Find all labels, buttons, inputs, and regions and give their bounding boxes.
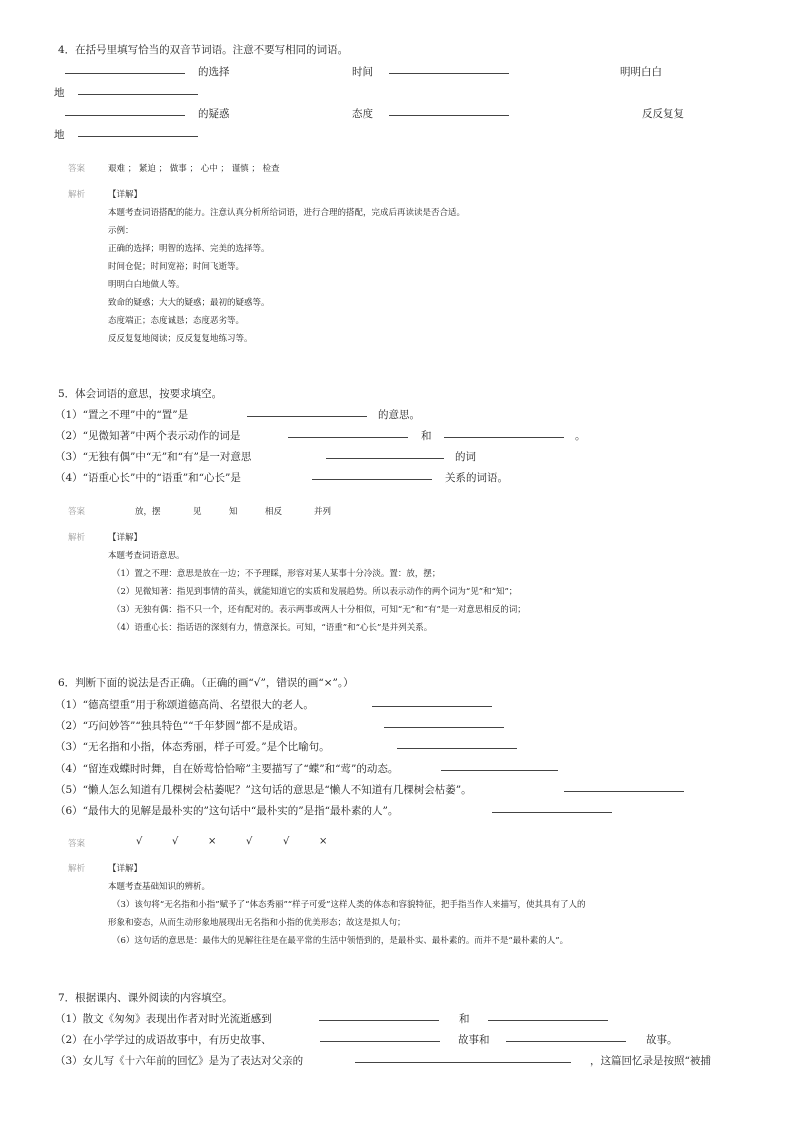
q4-blank-3[interactable] [78,94,198,95]
q6-answer: × [319,836,328,847]
analysis-line: 正确的选择；明智的选择、完美的选择等。 [108,244,270,254]
analysis-line: 本题考查词语意思。 [108,551,185,561]
q5-l2b: 和 [421,430,432,442]
q5-l4b: 关系的词语。 [445,472,508,484]
q6-answer: √ [246,836,253,847]
q7-blank-4[interactable] [506,1041,626,1042]
q6-item: （5）“懒人怎么知道有几棵树会枯萎呢？”这句话的意思是“懒人不知道有几棵树会枯萎”。 [55,783,472,796]
analysis-line: 明明白白地做人等。 [108,280,185,290]
q6-blank[interactable] [384,727,504,728]
q7-title: 7．根据课内、课外阅读的内容填空。 [58,992,233,1004]
q6-answer: √ [283,836,290,847]
analysis-line: （3）该句将“无名指和小指”赋予了“体态秀丽”“样子可爱”这样人类的体态和容貌特征，把手指当作人来描写，使其具有了人的 [112,900,586,910]
q4-answer-label: 答案 [68,164,86,174]
q6-blank[interactable] [564,791,684,792]
q4-r4: 地 [54,129,65,141]
q6-title: 6．判断下面的说法是否正确。（正确的画“√”，错误的画“×”。） [58,677,354,689]
q7-l2b: 故事和 [458,1034,490,1046]
q7-blank-3[interactable] [320,1041,440,1042]
analysis-line: （6）这句话的意思是：最伟大的见解往往是在最平常的生活中领悟到的，是最朴实、最朴素的。而并不是“最朴素的人”。 [112,936,569,946]
q5-l1a: （1）“置之不理”中的“置”是 [55,409,189,421]
q6-answer: √ [136,836,143,847]
q6-item: （4）“留连戏蝶时时舞，自在娇莺恰恰啼”主要描写了“蝶”和“莺”的动态。 [55,762,399,775]
q5-analysis-label: 解析 [68,533,86,543]
q4-blank-1[interactable] [65,73,185,74]
q4-r3c: 反反复复 [642,108,684,120]
q5-l1b: 的意思。 [378,409,420,421]
q4-r3b: 态度 [352,108,373,120]
q4-r2: 地 [54,87,65,99]
q4-blank-2[interactable] [389,73,509,74]
q6-analysis-label: 解析 [68,864,86,874]
q4-blank-4[interactable] [65,115,185,116]
q6-blank[interactable] [397,748,517,749]
q5-l2a: （2）“见微知著”中两个表示动作的词是 [55,430,241,442]
q7-l2c: 故事。 [646,1034,678,1046]
analysis-line: 示例： [108,226,134,236]
q7-blank-1[interactable] [319,1020,439,1021]
q6-blank[interactable] [492,812,612,813]
q6-item: （6）“最伟大的见解是最朴实的”这句话中“最朴实的”是指“最朴素的人”。 [55,805,399,817]
analysis-line: 形象和姿态，从而生动形象地展现出无名指和小指的优美形态；故这是拟人句； [108,918,406,928]
q4-r1b: 时间 [352,66,373,78]
analysis-line: （2）见微知著：指见到事情的苗头，就能知道它的实质和发展趋势。所以表示动作的两个词为“见”和“知”； [112,587,518,597]
q5-blank-4[interactable] [326,458,444,459]
q5-blank-1[interactable] [247,416,367,417]
q5-blank-5[interactable] [312,479,432,480]
q4-r3a: 的疑惑 [198,108,230,120]
q6-answer-label: 答案 [68,839,86,849]
q7-blank-2[interactable] [488,1020,608,1021]
analysis-line: （3）无独有偶：指不只一个，还有配对的。表示两事或两人十分相似，可知“无”和“有”是一对意思相反的词； [112,605,526,615]
q5-title: 5．体会词语的意思，按要求填空。 [58,388,223,400]
q6-blank[interactable] [372,706,492,707]
q6-item: （3）“无名指和小指，体态秀丽，样子可爱。”是个比喻句。 [55,741,330,754]
q7-l3a: （3）女儿写《十六年前的回忆》是为了表达对父亲的 [55,1055,304,1067]
analysis-line: 【详解】 [108,533,143,543]
q5-answer-2: 见 [193,507,202,517]
q7-l1a: （1）散文《匆匆》表现出作者对时光流逝感到 [55,1013,272,1025]
q4-analysis-label: 解析 [68,190,86,200]
q5-answer-4: 相反 [265,507,283,517]
q5-l2c: 。 [575,430,586,442]
analysis-line: （4）语重心长：指话语的深刻有力，情意深长。可知，“语重”和“心长”是并列关系。 [112,623,433,633]
q4-title: 4．在括号里填写恰当的双音节词语。注意不要写相同的词语。 [58,44,349,56]
q4-blank-5[interactable] [389,115,509,116]
q6-answer: √ [172,836,179,847]
q5-l3b: 的词 [455,451,476,463]
analysis-line: 【详解】 [108,190,143,200]
q5-blank-3[interactable] [444,437,564,438]
q7-blank-5[interactable] [355,1062,571,1063]
analysis-line: 时间仓促；时间宽裕；时间飞逝等。 [108,262,245,272]
q7-l1b: 和 [459,1013,470,1025]
q6-item: （1）“德高望重”用于称颂道德高尚、名望很大的老人。 [55,699,314,711]
q5-l3a: （3）“无独有偶”中“无”和“有”是一对意思 [55,451,252,463]
q7-l2a: （2）在小学学过的成语故事中，有历史故事、 [55,1034,272,1046]
q6-answer: × [208,836,217,847]
q7-l3b: ，这篇回忆录是按照“被捕 [590,1055,711,1067]
q5-answer-3: 知 [229,507,238,517]
analysis-line: 反反复复地阅读；反反复复地练习等。 [108,334,253,344]
analysis-line: 致命的疑惑；大大的疑惑；最初的疑惑等。 [108,298,270,308]
q4-r1a: 的选择 [198,66,230,78]
analysis-line: 本题考查基础知识的辨析。 [108,882,211,892]
q5-blank-2[interactable] [288,437,408,438]
q4-r1c: 明明白白 [620,66,662,78]
analysis-line: （1）置之不理：意思是放在一边；不予理睬，形容对某人某事十分冷淡。置：放，摆； [112,569,441,579]
analysis-line: 本题考查词语搭配的能力。注意认真分析所给词语，进行合理的搭配，完成后再读读是否合适。 [108,208,466,218]
q5-answer-1: 放，摆 [135,507,161,517]
q6-item: （2）“巧问妙答”“独具特色”“千年梦圆”都不是成语。 [55,720,304,733]
q5-answer-label: 答案 [68,507,86,517]
q5-answer-5: 并列 [314,507,332,517]
q4-answer: 艰难 ； 紧迫 ； 做事 ； 心中 ； 谨慎 ； 检查 [108,164,280,174]
q4-blank-6[interactable] [78,136,198,137]
q5-l4a: （4）“语重心长”中的“语重”和“心长”是 [55,472,241,484]
q6-blank[interactable] [441,770,558,771]
analysis-line: 【详解】 [108,864,143,874]
analysis-line: 态度端正；态度诚恳；态度恶劣等。 [108,316,245,326]
